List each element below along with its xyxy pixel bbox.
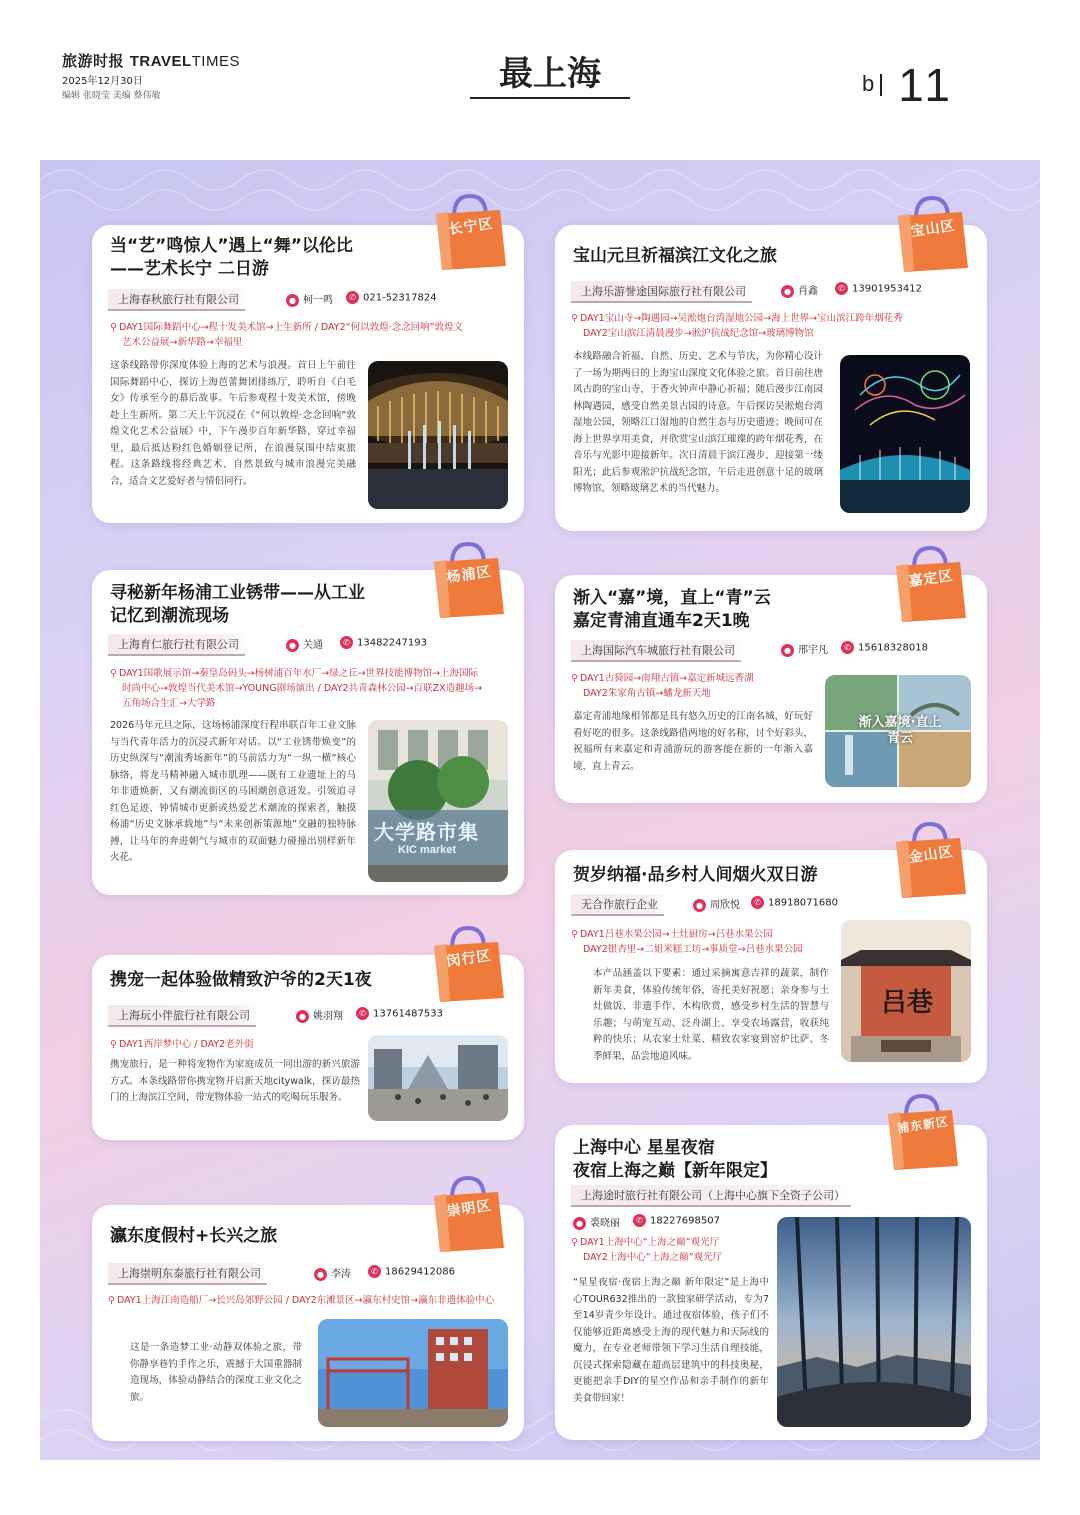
phone-icon: ✆ (340, 636, 353, 649)
photo-caption: 渐入嘉境·直上青云 (858, 715, 942, 746)
brand-en-times: TIMES (191, 53, 240, 70)
contact-phone (340, 636, 427, 649)
route-description: 本产品涵盖以下要素：通过采摘寓意吉祥的蔬菜，制作新年美食，体验传统年俗，寄托美好祝愿；亲身参与土灶做饭、非遗手作、木构欣赏，感受乡村生活的智慧与乐趣；与萌宠互动、泛舟湖上、享受农场露营，收获纯粹的快乐；从农家土灶菜、精致农家宴到窑炉比萨、冬季鲜果，品尝地道风味。 (593, 968, 829, 1062)
page-divider (880, 74, 882, 96)
phone-icon: ✆ (356, 1007, 369, 1020)
card-title-line1: 渐入“嘉”境，直上“青”云 (573, 588, 771, 608)
person-icon: ● (781, 285, 794, 298)
card-title (573, 1137, 893, 1183)
contact-person-name: 裘晓丽 (590, 1218, 620, 1229)
district-bag-yangpu (426, 538, 508, 622)
contact-person-name: 邢宇凡 (798, 645, 828, 656)
card-title-line2: 记忆到潮流现场 (110, 606, 229, 626)
route-line1: DAY1国歌展示馆→秦皇岛码头→杨树浦百年水厂→绿之丘→世界技能博物馆→上海国际 (118, 668, 479, 679)
route-description: 这条线路带你深度体验上海的艺术与浪漫。首日上午前往国际舞蹈中心，探访上海芭蕾舞团排练厅，聆听自《白毛女》传承至今的幕后故事。午后参观程十发美术馆，傍晚赴上生新所。第二天上午沉浸在《“何以敦煌·念念回响”敦煌文化艺术公益展》中，下午漫步百年新华路，穿过幸福里，最后抵达粉红色婚姻登记所，在浪漫氛围中结束旅程。这条路线将经典艺术、自然景致与城市浪漫完美融合，适合文艺爱好者与情侣同行。 (110, 360, 356, 487)
card-title (573, 864, 903, 887)
card-title (110, 1225, 440, 1248)
district-label: 金山区 (907, 843, 955, 867)
contact-phone-number: 18227698507 (650, 1215, 720, 1227)
district-label: 浦东新区 (896, 1114, 950, 1136)
route-line1: DAY1古猗园→南翔古镇→嘉定新城远香湖 (579, 673, 754, 684)
contact-person (296, 1007, 343, 1023)
contact-person-name: 李涛 (331, 1269, 351, 1280)
agency-name: 上海国际汽车城旅行社有限公司 (571, 640, 741, 662)
contact-phone (835, 282, 922, 295)
photo-dance-center (368, 361, 508, 509)
contact-person-name: 肖鑫 (798, 286, 818, 297)
district-label: 嘉定区 (907, 567, 955, 591)
photo-sign-cn: 大学路市集 (374, 820, 479, 844)
contact-phone (841, 641, 928, 654)
photo-shipyard (318, 1319, 508, 1427)
card-title (573, 587, 873, 633)
agency-name: 上海春秋旅行社有限公司 (108, 289, 245, 311)
contact-phone-number: 021-52317824 (363, 292, 437, 304)
contact-phone (368, 1265, 455, 1278)
photo-jiading-collage (825, 675, 971, 787)
route-line2: DAY2银杏里→二姐米糕工坊→事质堂→吕巷水果公园 (583, 944, 803, 955)
route-line1: DAY1吕巷水果公园→土灶厨房→吕巷水果公园 (579, 929, 773, 940)
route-itinerary (571, 311, 981, 341)
agency-name: 上海乐游誉途国际旅行社有限公司 (571, 281, 752, 303)
route-description: 这是一条造梦工业·动静双体验之旅，带你静享巷钓手作之乐，震撼于大国重器制造现场，体验动静结合的深度工业文化之旅。 (130, 1342, 302, 1403)
card-title-line1: 携宠一起体验做精致沪爷的2天1夜 (110, 970, 372, 990)
contact-phone (346, 291, 437, 304)
phone-icon: ✆ (368, 1265, 381, 1278)
page-letter: b (862, 70, 875, 96)
agency-name: 上海玩小伴旅行社有限公司 (108, 1005, 256, 1027)
contact-phone-number: 15618328018 (858, 642, 928, 654)
card-title (110, 582, 440, 628)
photo-sign-text: 吕巷 (881, 988, 934, 1018)
card-title (110, 235, 440, 281)
agency-name: 上海育仁旅行社有限公司 (108, 634, 245, 656)
contact-person-name: 柯一鸣 (303, 295, 333, 306)
district-label: 杨浦区 (445, 563, 493, 587)
location-pin-icon: ⚲ (571, 1237, 578, 1248)
section-title: 最上海 (499, 54, 601, 94)
district-bag-jiading (888, 542, 970, 626)
route-itinerary (108, 1293, 518, 1308)
district-label: 长宁区 (447, 215, 495, 239)
route-itinerary (110, 1037, 370, 1052)
route-description: 嘉定青浦地缘相邻都是具有悠久历史的江南名城，好玩好看好吃的很多。这条线路借两地的好名称，讨个好彩头，祝福所有来嘉定和青浦游玩的游客能在新的一年渐入嘉境，直上青云。 (573, 711, 813, 772)
card-title-line1: 当“艺”鸣惊人”遇上“舞”以伦比 (110, 236, 353, 256)
brand-en-travel: TRAVEL (129, 53, 192, 70)
contact-person (286, 291, 333, 307)
person-icon: ● (286, 294, 299, 307)
route-itinerary (571, 671, 831, 701)
route-line1: DAY1国际舞蹈中心→程十发美术馆→上生新所 / DAY2“何以敦煌·念念回响”敦煌文 (118, 322, 464, 333)
photo-sign-en: KIC market (398, 844, 457, 856)
route-line2: DAY2上海中心“上海之巅”观光厅 (583, 1252, 723, 1263)
contact-person (781, 641, 828, 657)
route-itinerary (110, 666, 515, 711)
route-line1: DAY1上海江南造船厂→长兴岛郊野公园 / DAY2东滩景区→瀛东村史馆→瀛东非遗体验中心 (116, 1295, 495, 1306)
contact-phone (633, 1214, 720, 1227)
contact-phone-number: 18918071680 (768, 897, 838, 909)
route-description: 携宠旅行，是一种将宠物作为家庭成员一同出游的新兴旅游方式。本条线路带你携宠物开启新天地citywalk，探访最热门的上海滨江空间，带宠物体验一站式的吃喝玩乐服务。 (110, 1059, 360, 1103)
route-line1: DAY1西岸梦中心 / DAY2老外街 (118, 1039, 254, 1050)
location-pin-icon: ⚲ (108, 1295, 115, 1306)
district-bag-pudong (880, 1090, 962, 1174)
contact-person-name: 关通 (303, 640, 323, 651)
district-bag-baoshan (890, 192, 972, 276)
phone-icon: ✆ (835, 282, 848, 295)
newspaper-brand (62, 50, 240, 71)
photo-shanghai-tower-view (777, 1217, 971, 1427)
phone-icon: ✆ (841, 641, 854, 654)
district-bag-chongming (426, 1172, 508, 1256)
contact-person (693, 896, 740, 912)
contact-person-name: 姚羽翔 (313, 1011, 343, 1022)
route-description: “星星夜宿·夜宿上海之巅 新年限定”是上海中心TOUR632推出的一款独家研学活动，专为7至14岁青少年设计。通过夜宿体验，孩子们不仅能够近距离感受上海的现代魅力和天际线的魔力，在专业老师带领下学习生活自理技能，沉浸式探索隐藏在超高层建筑中的科技奥秘，更能把亲手DIY的星空作品和亲手制作的新年美食带回家！ (573, 1277, 769, 1404)
phone-icon: ✆ (346, 291, 359, 304)
section-title-rule (470, 97, 630, 99)
agency-name: 上海崇明东泰旅行社有限公司 (108, 1263, 267, 1285)
route-line1: DAY1上海中心“上海之巅”观光厅 (579, 1237, 720, 1248)
photo-kic-market (368, 720, 508, 882)
route-description: 2026马年元旦之际，这场杨浦深度行程串联百年工业文脉与当代青年活力的沉浸式新年对话。以“工业锈带焕变”的历史纵深与“潮流秀场新年”的马前活力为“一纵一横”核心脉络，将龙马精神融入城市肌理——既有工业遗址上的马年非遗焕新，又有潮流街区的马困潮创意迸发。引领追寻红色足迹、钟情城市更新或热爱艺术潮流的探索者，触摸杨浦“历史文脉承载地”与“未来创新策源地”交融的独特脉搏，让马年的奔进朝气与城市的双面魅力碰撞出别样新年火花。 (110, 720, 356, 863)
district-bag-jinshan (888, 818, 970, 902)
district-bag-changning (428, 190, 510, 274)
district-label: 崇明区 (445, 1197, 493, 1221)
agency-name: 上海途时旅行社有限公司（上海中心旗下全资子公司） (571, 1185, 851, 1207)
page-number (862, 58, 954, 112)
phone-icon: ✆ (633, 1214, 646, 1227)
person-icon: ● (573, 1217, 586, 1230)
contact-phone-number: 18629412086 (385, 1266, 455, 1278)
card-title (110, 969, 440, 992)
contact-person (286, 636, 323, 652)
location-pin-icon: ⚲ (571, 929, 578, 940)
person-icon: ● (693, 899, 706, 912)
card-title-line1: 贺岁纳福·品乡村人间烟火双日游 (573, 865, 818, 885)
location-pin-icon: ⚲ (571, 673, 578, 684)
contact-phone (751, 896, 838, 909)
masthead (0, 0, 1080, 140)
photo-west-bund (368, 1035, 508, 1121)
route-line2: DAY2宝山滨江清晨漫步→淞沪抗战纪念馆→玻璃博物馆 (583, 328, 814, 339)
card-title-line1: 宝山元旦祈福滨江文化之旅 (573, 246, 777, 266)
route-itinerary (571, 927, 841, 957)
brand-cn: 旅游时报 (62, 52, 125, 70)
card-title-line1: 寻秘新年杨浦工业锈带——从工业 (110, 583, 365, 603)
page-number-value: 11 (898, 59, 955, 111)
card-title-line2: 夜宿上海之巅【新年限定】 (573, 1161, 777, 1181)
district-label: 宝山区 (909, 217, 957, 241)
person-icon: ● (296, 1010, 309, 1023)
location-pin-icon: ⚲ (110, 322, 117, 333)
contact-phone-number: 13901953412 (852, 283, 922, 295)
card-title-line1: 瀛东度假村+长兴之旅 (110, 1226, 278, 1246)
location-pin-icon: ⚲ (110, 1039, 117, 1050)
location-pin-icon: ⚲ (110, 668, 117, 679)
person-icon: ● (781, 644, 794, 657)
route-line2: DAY2朱家角古镇→蟠龙新天地 (583, 688, 711, 699)
route-itinerary (110, 320, 510, 350)
photo-fireworks (840, 355, 970, 513)
contact-phone-number: 13482247193 (357, 637, 427, 649)
card-title-line2: 嘉定青浦直通车2天1晚 (573, 611, 750, 631)
contact-person (781, 282, 818, 298)
route-line1: DAY1宝山寺→陶遇园→吴淞炮台湾湿地公园→海上世界→宝山滨江跨年烟花秀 (579, 313, 903, 324)
contact-person (573, 1214, 620, 1230)
card-title-line1: 上海中心 星星夜宿 (573, 1138, 715, 1158)
contact-person (314, 1265, 351, 1281)
phone-icon: ✆ (751, 896, 764, 909)
person-icon: ● (286, 639, 299, 652)
photo-lvxiang-gate (841, 920, 971, 1062)
location-pin-icon: ⚲ (571, 313, 578, 324)
contact-phone (356, 1007, 443, 1020)
editor-credits: 编辑 张晓莹 美编 蔡伟敏 (62, 91, 161, 101)
issue-date: 2025年12月30日 (62, 76, 143, 87)
card-title (573, 245, 893, 268)
route-line2: 艺术公益展→新华路→幸福里 (122, 337, 243, 348)
person-icon: ● (314, 1268, 327, 1281)
district-label: 闵行区 (445, 947, 493, 971)
district-bag-minhang (426, 922, 508, 1006)
route-line2: 时尚中心→敦煌当代美术馆→YOUNG剧场演出 / DAY2共青森林公园→百联ZX造趣场→ (122, 683, 483, 694)
contact-person-name: 周欣悦 (710, 900, 740, 911)
agency-name: 无合作旅行企业 (571, 894, 664, 916)
route-line3: 五角场合生汇→大学路 (122, 698, 216, 709)
card-title-line2: ——艺术长宁 二日游 (110, 259, 269, 279)
contact-phone-number: 13761487533 (373, 1008, 443, 1020)
route-itinerary (571, 1235, 771, 1265)
route-description: 本线路融合祈福、自然、历史、艺术与节庆，为你精心设计了一场为期两日的上海宝山深度文化体验之旅。首日前往唐风古韵的宝山寺，于香火钟声中静心祈福；随后漫步江南园林陶遇园，感受自然美景古园的诗意。午后探访吴淞炮台湾湿地公园，领略江口湿地的自然生态与历史遗迹；晚间可在海上世界享用美食，并欣赏宝山滨江璀璨的跨年烟花秀，在音乐与光影中迎接新年。次日清晨于滨江漫步，迎接第一缕阳光；此后参观淞沪抗战纪念馆，午后走进创意十足的玻璃博物馆，领略玻璃艺术的当代魅力。 (573, 351, 823, 494)
